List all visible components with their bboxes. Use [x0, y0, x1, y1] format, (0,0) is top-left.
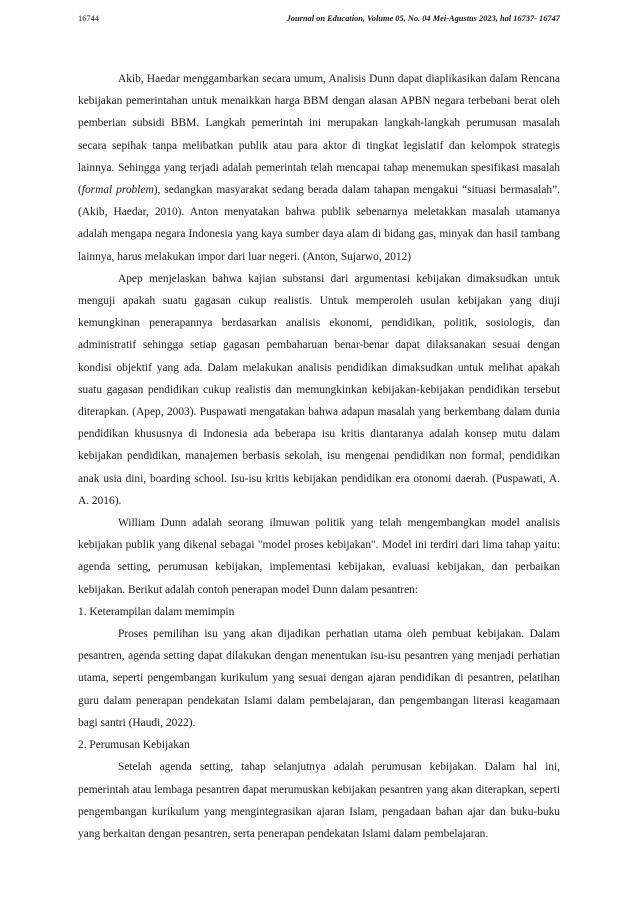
journal-details: , Volume 05, No. 04 Mei-Agustus 2023, hal 16737- 16747: [362, 14, 560, 23]
paragraph-perumusan: Setelah agenda setting, tahap selanjutnya adalah perumusan kebijakan. Dalam hal ini, pemerintah atau lembaga pesantren dapat merumuskan kebijakan pesantren yang akan diterapkan, seperti pengembangan kurikulum yang mengintegrasikan ajaran Islam, pengadaan bahan ajar dan buku-buku yang berkaitan dengan pesantren, serta penerapan pendekatan Islami dalam pembelajaran.: [78, 761, 560, 840]
italic-term: formal problem: [81, 184, 154, 197]
paragraph-agenda-setting: Proses pemilihan isu yang akan dijadikan perhatian utama oleh pembuat kebijakan. Dalam pesantren, agenda setting dapat dilakukan dengan menentukan isu-isu pesantren yang menjadi perhatian utama, seperti pengembangan kurikulum yang sesuai dengan ajaran pendidikan di pesantren, pelatihan guru dalam penerapan pendekatan Islami dalam pembelajaran, dan pengembangan literasi keagamaan bagi santri (Haudi, 2022).: [78, 628, 560, 729]
list-item-2: 2. Perumusan Kebijakan: [78, 739, 190, 752]
body-text: [78, 68, 560, 845]
running-header: [78, 12, 560, 26]
paragraph-akib-part-2: ), sedangkan masyarakat sedang berada dalam tahapan mengakui “situasi bermasalah”. (Akib, Haedar, 2010). Anton menyatakan bahwa publik sebenarnya meletakkan masalah utamanya adalah mengapa negara Indonesia yang kaya sumber daya alam di bidang gas, minyak dan hasil tambang lainnya, harus melakukan impor dari luar negeri. (Anton, Sujarwo, 2012): [78, 184, 560, 263]
page-number: 16744: [78, 14, 99, 23]
list-item-1: 1. Keterampilan dalam memimpin: [78, 605, 235, 618]
journal-citation: [287, 12, 560, 26]
journal-name: Journal on Education: [286, 14, 363, 23]
paragraph-akib-part-1: Akib, Haedar menggambarkan secara umum, Analisis Dunn dapat diaplikasikan dalam Rencana kebijakan pemerintahan untuk menaikkan harga BBM dengan alasan APBN negara terbebani berat oleh pemberian subsidi BBM. Langkah pemerintah ini merupakan langkah-langkah perumusan masalah secara sepihak tanpa melibatkan publik atau para aktor di tingkat legislatif dan kelompok strategis lainnya. Sehingga yang terjadi adalah pemerintah telah mencapai tahap menemukan spesifikasi masalah (: [78, 73, 560, 197]
paragraph-dunn: William Dunn adalah seorang ilmuwan politik yang telah mengembangkan model analisis kebijakan publik yang dikenal sebagai "model proses kebijakan". Model ini terdiri dari lima tahap yaitu: agenda setting, perumusan kebijakan, implementasi kebijakan, evaluasi kebijakan, dan perbaikan kebijakan. Berikut adalah contoh penerapan model Dunn dalam pesantren:: [78, 517, 560, 596]
paragraph-apep: Apep menjelaskan bahwa kajian substansi dari argumentasi kebijakan dimaksudkan untuk menguji apakah suatu gagasan cukup realistis. Untuk memperoleh usulan kebijakan yang diuji kemungkinan penerapannya berdasarkan analisis ekonomi, pendidikan, politik, sosiologis, dan administratif sehingga setiap gagasan pembaharuan benar-benar dapat dilaksanakan sesuai dengan kondisi objektif yang ada. Dalam melakukan analisis pendidikan dimaksudkan untuk melihat apakah suatu gagasan pendidikan cukup realistis dan memungkinkan kebijakan-kebijakan pendidikan tersebut diterapkan. (Apep, 2003). Puspawati mengatakan bahwa adapun masalah yang berkembang dalam dunia pendidikan khususnya di Indonesia ada beberapa isu kritis diantaranya adalah konsep mutu dalam kebijakan pendidikan, manajemen berbasis sekolah, isu mengenai pendidikan non formal, pendidikan anak usia dini, boarding school. Isu-isu kritis kebijakan pendidikan era otonomi daerah. (Puspawati, A. A. 2016).: [78, 272, 560, 507]
paragraph-akib: [78, 68, 560, 268]
